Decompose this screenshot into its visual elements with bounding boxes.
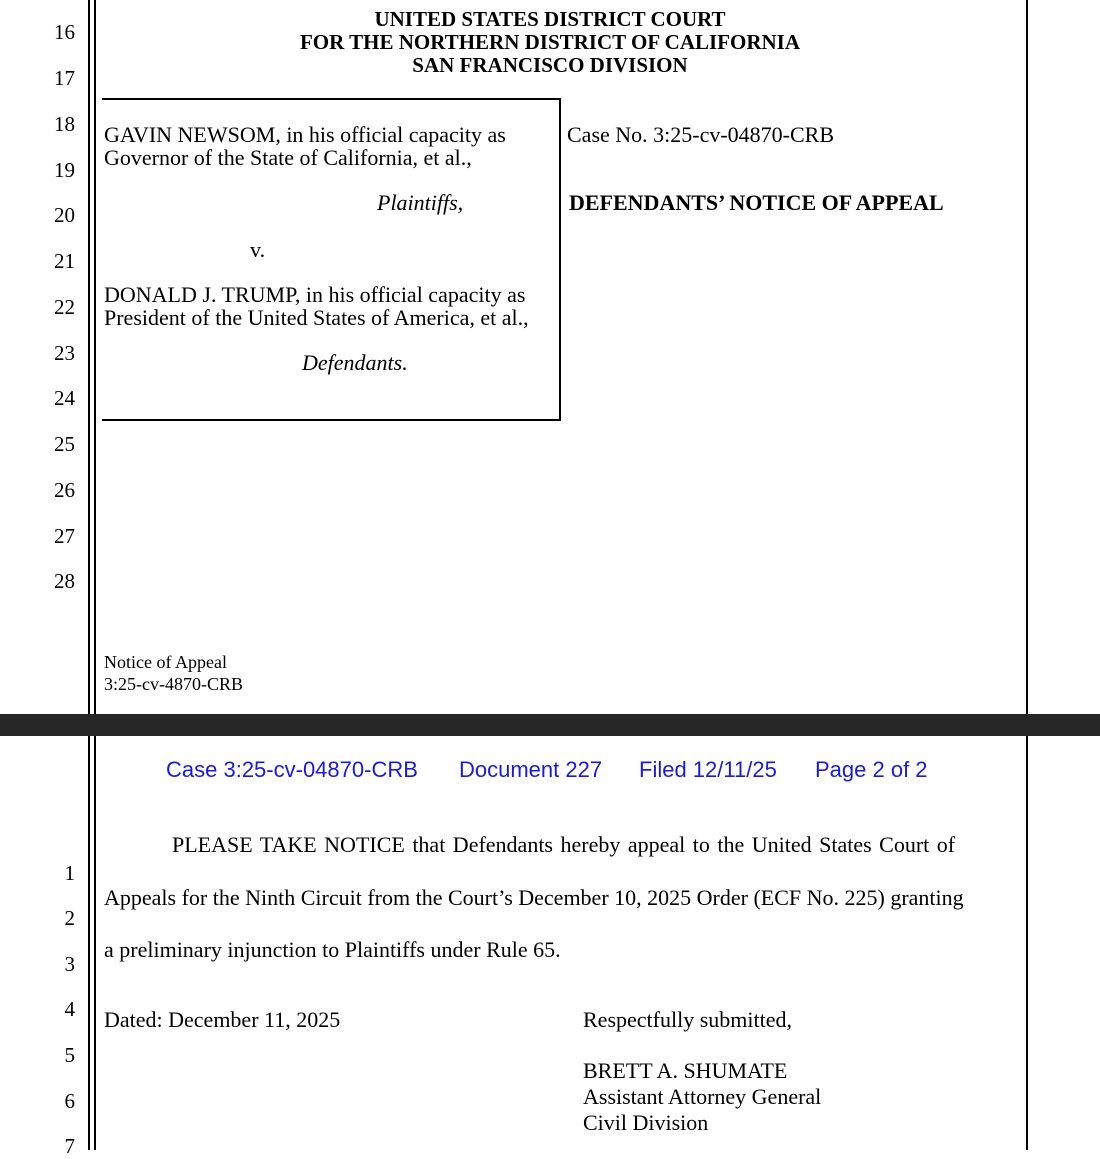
caption-bottom-rule [102,419,561,421]
signature-division: Civil Division [583,1110,709,1135]
defendant-line1: DONALD J. TRUMP, in his official capacity as [104,282,526,307]
notice-body-line3: a preliminary injunction to Plaintiffs under Rule 65. [104,937,561,962]
right-margin-rule-p2 [1026,736,1028,1150]
court-heading-line3: SAN FRANCISCO DIVISION [412,53,688,77]
footer-case-number: 3:25-cv-4870-CRB [104,674,243,694]
line-number: 6 [64,1089,75,1113]
case-number: Case No. 3:25-cv-04870-CRB [567,122,835,147]
line-number: 18 [54,112,75,136]
line-number: 24 [54,386,75,410]
ecf-case-number: Case 3:25-cv-04870-CRB [166,757,418,782]
line-number: 4 [64,997,75,1021]
caption-divider-rule [559,98,561,421]
signature-name: BRETT A. SHUMATE [583,1058,788,1083]
defendant-line2: President of the United States of America, et al., [104,305,529,330]
plaintiff-line1: GAVIN NEWSOM, in his official capacity as [104,122,506,147]
plaintiff-line2: Governor of the State of California, et al., [104,145,472,170]
line-number: 27 [54,524,75,548]
ecf-document-number: Document 227 [459,757,603,782]
line-number: 25 [54,432,75,456]
versus: v. [250,237,266,262]
court-heading-line2: FOR THE NORTHERN DISTRICT OF CALIFORNIA [299,30,801,54]
line-number: 23 [54,341,75,365]
line-number: 3 [64,952,75,976]
document-title: DEFENDANTS’ NOTICE OF APPEAL [569,190,944,215]
line-number: 20 [54,203,75,227]
line-number: 1 [64,861,75,885]
dated-line: Dated: December 11, 2025 [104,1007,341,1032]
line-number: 21 [54,249,75,273]
caption-top-rule [102,98,561,100]
left-margin-rule-inner-p2 [94,736,96,1150]
left-margin-rule-outer [88,0,90,714]
left-margin-rule-outer-p2 [88,736,90,1150]
court-heading-line1: UNITED STATES DISTRICT COURT [374,7,726,31]
left-margin-rule-inner [94,0,96,714]
line-number: 5 [64,1043,75,1067]
line-number: 17 [54,66,75,90]
ecf-filed-date: Filed 12/11/25 [639,757,777,782]
page-separator [0,714,1100,736]
line-number: 28 [54,569,75,593]
signature-closing: Respectfully submitted, [583,1007,792,1032]
line-number: 22 [54,295,75,319]
right-margin-rule [1026,0,1028,714]
line-number: 7 [64,1134,75,1158]
notice-body-line2: Appeals for the Ninth Circuit from the Court’s December 10, 2025 Order (ECF No. 225) granting [104,885,964,910]
footer-doc-name: Notice of Appeal [104,652,227,672]
defendants-label: Defendants. [302,350,408,375]
line-number: 16 [54,20,75,44]
line-number: 26 [54,478,75,502]
notice-body-line1: PLEASE TAKE NOTICE that Defendants hereby appeal to the United States Court of [172,832,956,857]
ecf-page-count: Page 2 of 2 [815,757,928,782]
plaintiffs-label: Plaintiffs, [377,190,464,215]
line-number: 19 [54,158,75,182]
signature-title: Assistant Attorney General [583,1084,822,1109]
line-number: 2 [64,906,75,930]
